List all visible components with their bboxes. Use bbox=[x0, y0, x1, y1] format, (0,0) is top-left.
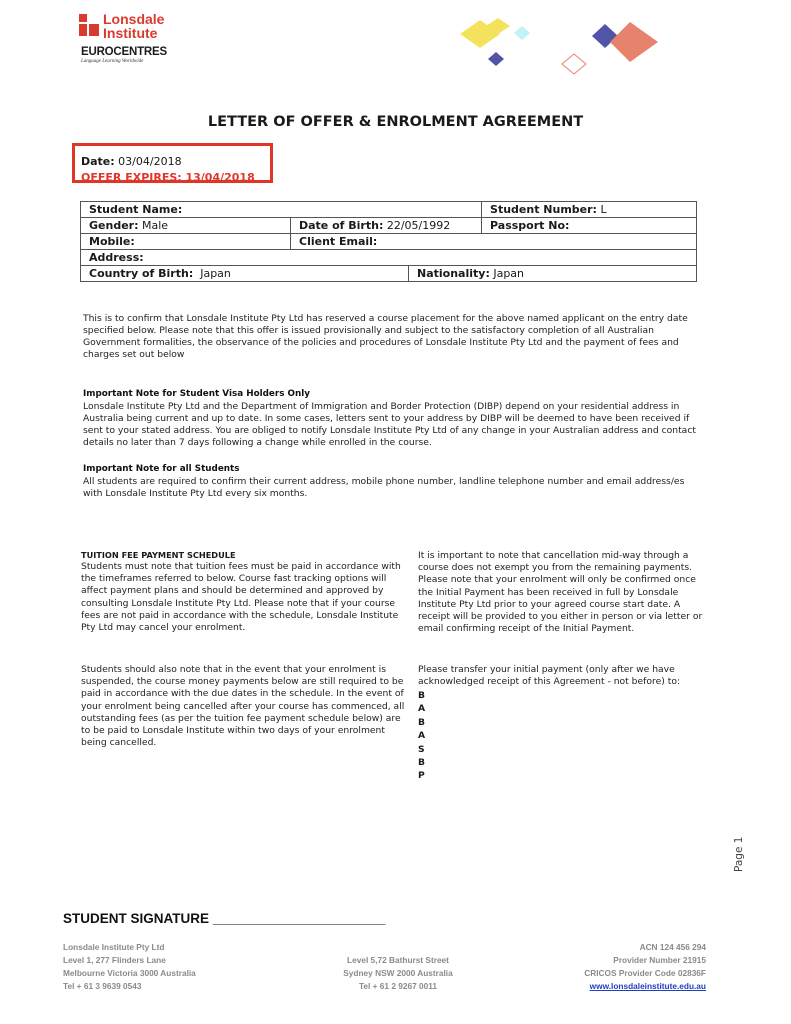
logo-line-1: Lonsdale bbox=[103, 11, 165, 27]
student-signature-line: STUDENT SIGNATURE _______________________ bbox=[63, 911, 386, 926]
student-number-cell: Student Number: L bbox=[482, 202, 697, 218]
bank-details bbox=[418, 689, 425, 783]
offer-expires: OFFER EXPIRES: 13/04/2018 bbox=[81, 171, 255, 184]
email-cell: Client Email: bbox=[291, 234, 697, 250]
table-row bbox=[81, 266, 697, 282]
bank-line: B bbox=[418, 690, 426, 701]
tuition-left-p2: Students should also note that in the event that your enrolment is suspended, the course money payments below are still required to be paid in accordance with the due dates in the schedule. In the event of your enrolment being cancelled after your course has commenced, all outstanding fees (as per the tuition fee payment schedule below) are to be paid to Lonsdale Institute within two days of your enrolment being cancelled. bbox=[81, 664, 405, 749]
bank-line: A bbox=[418, 730, 426, 742]
table-row bbox=[81, 250, 697, 266]
footer-line: Lonsdale Institute Pty Ltd bbox=[63, 942, 165, 952]
bank-line: S bbox=[418, 743, 425, 755]
passport-cell: Passport No: bbox=[482, 218, 697, 234]
visa-note-heading: Important Note for Student Visa Holders Only bbox=[83, 389, 311, 399]
date-label: Date: bbox=[81, 155, 115, 168]
bank-line: A bbox=[418, 703, 426, 715]
offer-date bbox=[81, 155, 182, 168]
footer-sydney bbox=[300, 954, 496, 993]
eurocentres-logo: EUROCENTRES bbox=[81, 46, 167, 58]
footer-line: Tel + 61 3 9639 0543 bbox=[63, 981, 142, 991]
lonsdale-logo-text bbox=[103, 12, 164, 40]
footer-line: CRICOS Provider Code 02836F bbox=[584, 968, 706, 978]
tuition-right-p1: It is important to note that cancellation mid-way through a course does not exempt you from the remaining payments. Please note that your enrolment will only be confirmed once the Initial Payment has been received in full by Lonsdale Institute Pty Ltd prior to your agreed course start date. A receipt will be provided to you either in person or via letter or email confirming receipt of the Initial Payment. bbox=[418, 550, 703, 635]
footer-line: Melbourne Victoria 3000 Australia bbox=[63, 968, 196, 978]
footer-line: Provider Number 21915 bbox=[613, 955, 706, 965]
gender-cell: Gender: Male bbox=[81, 218, 291, 234]
footer-registration bbox=[500, 941, 706, 993]
nationality-cell: Nationality: Japan bbox=[409, 266, 697, 282]
date-value: 03/04/2018 bbox=[118, 155, 182, 168]
visa-note-text: Lonsdale Institute Pty Ltd and the Department of Immigration and Border Protection (DIBP) depend on your residential address in Australia being current and up to date. In some cases, letters sent to your address by DIBP will be deemed to have been received if sent to your stated address. You are obliged to notify Lonsdale Institute Pty Ltd of any change in your Australian address and contact details no later than 7 days following a change while enrolled in the course. bbox=[83, 401, 696, 448]
page-number: Page 1 bbox=[733, 836, 745, 872]
footer-line: Tel + 61 2 9267 0011 bbox=[358, 981, 438, 991]
student-details-table bbox=[80, 201, 697, 282]
logo-line-2: Institute bbox=[103, 25, 158, 41]
bank-line: B bbox=[418, 757, 426, 769]
lonsdale-logo-mark bbox=[79, 14, 99, 36]
table-row bbox=[81, 202, 697, 218]
footer-line: Level 5,72 Bathurst Street bbox=[347, 955, 449, 965]
intro-paragraph: This is to confirm that Lonsdale Institute Pty Ltd has reserved a course placement for the above named applicant on the entry date specified below. Please note that this offer is issued provisionally and subject to the satisfactory completion of all Australian Government formalities, the observance of the policies and procedures of Lonsdale Institute Pty Ltd and the payment of fees and charges set out below bbox=[83, 313, 688, 360]
address-cell: Address: bbox=[81, 250, 697, 266]
decorative-shapes bbox=[450, 16, 670, 78]
table-row bbox=[81, 234, 697, 250]
all-students-note-text: All students are required to confirm their current address, mobile phone number, landline telephone number and email address/es with Lonsdale Institute Pty Ltd every six months. bbox=[83, 476, 685, 499]
footer-melbourne bbox=[63, 941, 196, 993]
tuition-left-p1: Students must note that tuition fees must be paid in accordance with the timeframes referred to below. Course fast tracking options will affect payment plans and should be determined and approved by consulting Lonsdale Institute Pty Ltd. Please note that if your course fees are not paid in accordance with the schedule, Lonsdale Institute Pty Ltd may cancel your enrolment. bbox=[81, 561, 401, 634]
all-students-note-heading: Important Note for all Students bbox=[83, 464, 240, 474]
tuition-heading: TUITION FEE PAYMENT SCHEDULE bbox=[81, 550, 236, 560]
mobile-cell: Mobile: bbox=[81, 234, 291, 250]
website-link[interactable]: www.lonsdaleinstitute.edu.au bbox=[589, 981, 706, 991]
country-cell: Country of Birth: Japan bbox=[81, 266, 409, 282]
dob-cell: Date of Birth: 22/05/1992 bbox=[291, 218, 482, 234]
table-row bbox=[81, 218, 697, 234]
document-title: LETTER OF OFFER & ENROLMENT AGREEMENT bbox=[207, 114, 584, 130]
bank-line: P bbox=[418, 770, 425, 782]
tuition-right-p2: Please transfer your initial payment (only after we have acknowledged receipt of this Agreement - not before) to: bbox=[418, 664, 681, 688]
bank-line: B bbox=[418, 716, 426, 728]
footer-line: Sydney NSW 2000 Australia bbox=[343, 968, 453, 978]
footer-line: ACN 124 456 294 bbox=[639, 942, 706, 952]
footer-line: Level 1, 277 Flinders Lane bbox=[63, 955, 166, 965]
student-name-cell: Student Name: bbox=[81, 202, 482, 218]
eurocentres-tagline: Language Learning Worldwide bbox=[81, 59, 144, 64]
